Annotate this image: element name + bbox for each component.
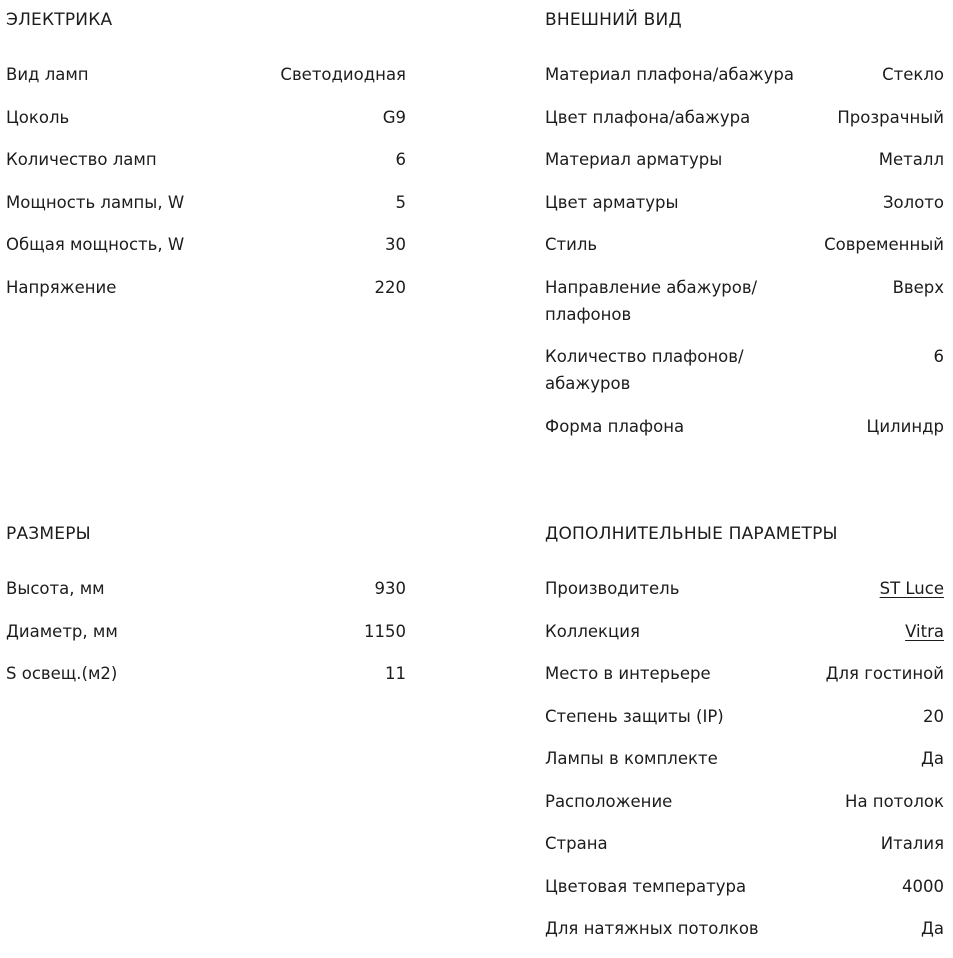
spec-row-ip-rating — [545, 703, 944, 730]
spec-row-lamps-included — [545, 745, 944, 772]
spec-row-voltage — [6, 274, 406, 301]
spec-label: Форма плафона — [545, 416, 685, 436]
spec-label: Количество ламп — [6, 150, 157, 169]
spec-label: Количество плафонов/ абажуров — [545, 347, 744, 393]
spec-value: 1150 — [364, 621, 406, 641]
spec-value: На потолок — [845, 791, 944, 811]
spec-value: Металл — [878, 150, 944, 169]
collection-link[interactable]: Vitra — [905, 621, 944, 641]
spec-value: 5 — [395, 192, 406, 212]
spec-row-shade-shape — [545, 413, 944, 440]
electric-spec-list — [6, 61, 406, 301]
spec-value: Да — [920, 919, 944, 938]
spec-label: Цвет плафона/абажура — [545, 107, 751, 127]
spec-value: G9 — [382, 107, 406, 127]
spec-row-color-temperature — [545, 873, 944, 900]
dimensions-spec-list — [6, 575, 406, 687]
spec-label: S освещ.(м2) — [6, 664, 118, 683]
spec-value: 11 — [385, 664, 406, 683]
spec-label: Производитель — [545, 579, 680, 598]
manufacturer-link[interactable]: ST Luce — [879, 579, 944, 598]
spec-row-shade-material — [545, 61, 944, 88]
spec-label: Цветовая температура — [545, 876, 747, 896]
spec-label: Напряжение — [6, 277, 117, 297]
spec-label: Высота, мм — [6, 579, 105, 598]
spec-row-collection — [545, 618, 944, 645]
spec-row-shade-count — [545, 343, 944, 397]
spec-label: Для натяжных потолков — [545, 919, 759, 938]
spec-value: 4000 — [902, 876, 944, 896]
spec-value: Стекло — [882, 65, 944, 84]
spec-row-lamp-count — [6, 146, 406, 173]
spec-value: 6 — [933, 347, 944, 366]
spec-row-country — [545, 830, 944, 857]
spec-value: Современный — [824, 235, 944, 254]
spec-label: Мощность лампы, W — [6, 192, 185, 212]
extra-spec-list — [545, 575, 944, 942]
spec-label: Степень защиты (IP) — [545, 706, 724, 726]
spec-label: Страна — [545, 834, 608, 853]
appearance-spec-list — [545, 61, 944, 440]
spec-label: Диаметр, мм — [6, 621, 118, 641]
spec-value: Прозрачный — [837, 107, 944, 127]
spec-row-shade-color — [545, 104, 944, 131]
spec-label: Стиль — [545, 235, 598, 254]
spec-value — [880, 575, 944, 602]
spec-label: Общая мощность, W — [6, 235, 185, 254]
spec-value: Вверх — [892, 277, 944, 297]
spec-value: Золото — [882, 192, 944, 212]
dimensions-section — [6, 523, 406, 703]
spec-label: Лампы в комплекте — [545, 749, 718, 768]
extra-params-section — [545, 523, 944, 958]
spec-value: 6 — [395, 150, 406, 169]
spec-label: Цвет арматуры — [545, 192, 679, 212]
spec-row-room — [545, 660, 944, 687]
spec-label: Материал арматуры — [545, 150, 723, 169]
spec-row-placement — [545, 788, 944, 815]
spec-row-illuminated-area — [6, 660, 406, 687]
spec-value — [905, 618, 944, 645]
spec-value: Для гостиной — [825, 664, 944, 683]
spec-label: Цоколь — [6, 107, 70, 127]
spec-value: 220 — [374, 277, 406, 297]
spec-value: Цилиндр — [866, 416, 944, 436]
extra-params-section-title: ДОПОЛНИТЕЛЬНЫЕ ПАРАМЕТРЫ — [545, 524, 838, 544]
appearance-section — [545, 9, 944, 455]
spec-value: 30 — [385, 235, 406, 254]
electric-section — [6, 9, 406, 316]
spec-row-manufacturer — [545, 575, 944, 602]
spec-row-lamp-type — [6, 61, 406, 88]
spec-row-lamp-power — [6, 189, 406, 216]
spec-value: 930 — [374, 579, 406, 598]
spec-row-style — [545, 231, 944, 258]
electric-section-title: ЭЛЕКТРИКА — [6, 10, 113, 30]
spec-row-frame-color — [545, 189, 944, 216]
spec-row-frame-material — [545, 146, 944, 173]
spec-value: Италия — [880, 834, 944, 853]
spec-label: Коллекция — [545, 621, 640, 641]
spec-label: Вид ламп — [6, 65, 89, 84]
spec-row-shade-direction — [545, 274, 944, 328]
spec-row-height — [6, 575, 406, 602]
spec-row-stretch-ceiling — [545, 915, 944, 942]
spec-row-total-power — [6, 231, 406, 258]
spec-label: Расположение — [545, 791, 673, 811]
spec-label: Направление абажуров/ плафонов — [545, 277, 758, 324]
spec-label: Материал плафона/абажура — [545, 65, 794, 84]
spec-label: Место в интерьере — [545, 664, 711, 683]
spec-row-socket — [6, 104, 406, 131]
spec-value: Да — [920, 749, 944, 768]
dimensions-section-title: РАЗМЕРЫ — [6, 524, 91, 544]
spec-value: 20 — [923, 706, 944, 726]
spec-row-diameter — [6, 618, 406, 645]
appearance-section-title: ВНЕШНИЙ ВИД — [545, 10, 682, 30]
spec-value: Светодиодная — [280, 65, 406, 84]
